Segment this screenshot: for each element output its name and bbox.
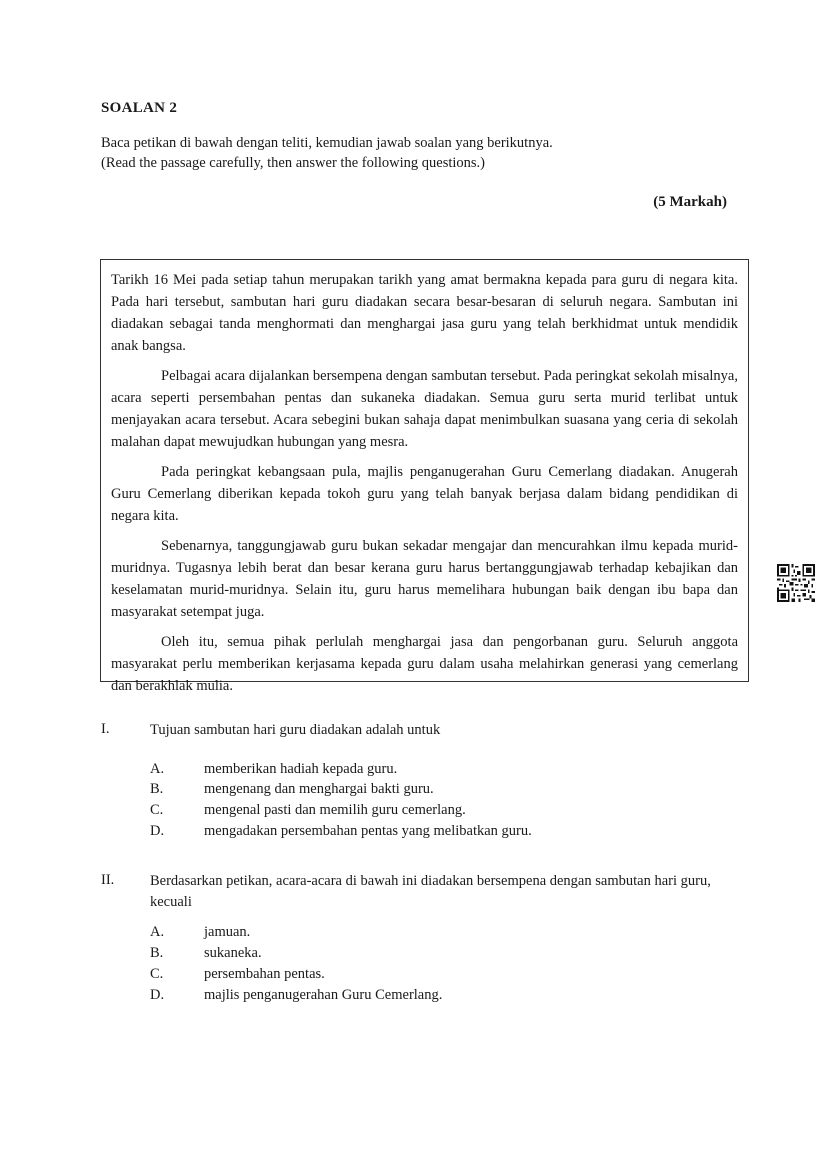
question-2-option-a [150,922,250,943]
option-letter: D. [150,987,165,1003]
question-2-option-b [150,943,262,964]
option-letter: A. [150,924,165,940]
option-text: jamuan. [204,924,251,940]
option-text: mengenal pasti dan memilih guru cemerlang. [204,802,466,818]
question-2-option-c [150,964,325,985]
marks-label: (5 Markah) [653,194,727,210]
option-text: persembahan pentas. [204,966,325,982]
passage-paragraph-5: Oleh itu, semua pihak perlulah menghargai jasa dan pengorbanan guru. Seluruh anggota masyarakat perlu memberikan kerjasama kepada guru dalam usaha melahirkan generasi yang cemerlang dan berakhlak mulia. [111,634,738,694]
question-1-option-b [150,779,434,800]
passage-box [100,259,749,694]
option-text: sukaneka. [204,945,262,961]
option-letter: A. [150,761,165,777]
passage-paragraph-3: Pada peringkat kebangsaan pula, majlis penganugerahan Guru Cemerlang diadakan. Anugerah Guru Cemerlang diberikan kepada tokoh guru yang telah banyak berjasa dalam bidang pendidikan di negara kita. [111,464,738,524]
passage-paragraph-1: Tarikh 16 Mei pada setiap tahun merupakan tarikh yang amat bermakna kepada para guru di negara kita. Pada hari tersebut, sambutan hari guru diadakan secara besar-besaran di seluruh negara. Sambutan ini diadakan sebagai tanda menghormati dan menghargai jasa guru yang telah berkhidmat untuk mendidik anak bangsa. [111,272,738,354]
option-text: mengenang dan menghargai bakti guru. [204,781,434,797]
qr-code-icon [777,563,815,603]
question-2-text: Berdasarkan petikan, acara-acara di bawah ini diadakan bersempena dengan sambutan hari guru, kecuali [150,873,711,910]
question-1-number: I. [101,721,110,737]
option-letter: C. [150,802,164,818]
option-letter: B. [150,945,164,961]
passage-paragraph-2: Pelbagai acara dijalankan bersempena dengan sambutan tersebut. Pada peringkat sekolah misalnya, acara seperti persembahan pentas dan sukaneka diadakan. Semua guru serta murid terlibat untuk menjayakan acara tersebut. Acara sebegini bukan sahaja dapat menimbulkan suasana yang ceria di sekolah malahan dapat mewujudkan hubungan yang mesra. [111,368,738,450]
option-letter: C. [150,966,164,982]
option-letter: B. [150,781,164,797]
question-2-option-d [150,985,442,1006]
option-text: memberikan hadiah kepada guru. [204,761,398,777]
question-1-text: Tujuan sambutan hari guru diadakan adalah untuk [150,722,441,738]
question-1-option-d [150,821,532,842]
section-heading: SOALAN 2 [101,100,178,116]
instruction-malay: Baca petikan di bawah dengan teliti, kemudian jawab soalan yang berikutnya. [101,135,553,151]
passage-paragraph-4: Sebenarnya, tanggungjawab guru bukan sekadar mengajar dan mencurahkan ilmu kepada murid-muridnya. Tugasnya lebih berat dan besar kerana guru harus bertanggungjawab terhadap kebajikan dan keselamatan murid-muridnya. Selain itu, guru harus memelihara hubungan baik dengan ibu bapa dan masyarakat setempat juga. [111,538,738,620]
question-2-number: II. [101,872,115,888]
instruction-english: (Read the passage carefully, then answer the following questions.) [101,155,485,171]
option-text: mengadakan persembahan pentas yang melibatkan guru. [204,823,532,839]
option-text: majlis penganugerahan Guru Cemerlang. [204,987,443,1003]
question-1-option-c [150,800,466,821]
question-1-option-a [150,759,397,780]
option-letter: D. [150,823,165,839]
